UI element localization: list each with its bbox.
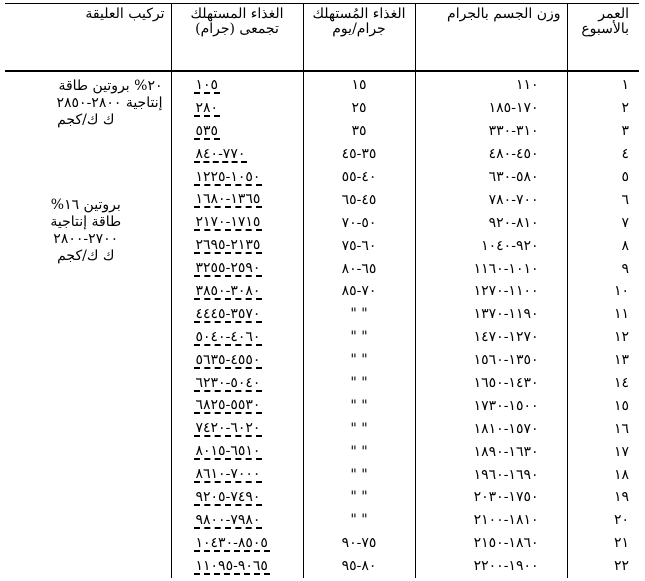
grower-line-1: بروتين ١٦% <box>50 197 121 213</box>
cumulative-value: ٦٥١٠-٨٠١٥ <box>195 443 261 460</box>
cumulative-feed-cell <box>171 372 303 395</box>
weight-cell: ١٩٠٠-٢٢٠٠ <box>415 555 567 578</box>
cumulative-value: ٧٠٠٠-٨٦١٠ <box>195 466 261 483</box>
cumulative-feed-cell <box>171 394 303 417</box>
cumulative-feed-cell <box>171 417 303 440</box>
age-cell: ١٩ <box>567 486 639 509</box>
age-cell: ١٢ <box>567 326 639 349</box>
cumulative-value: ٣٠٨٠-٣٨٥٠ <box>195 282 261 299</box>
age-cell: ١٨ <box>567 463 639 486</box>
cumulative-feed-cell <box>171 303 303 326</box>
age-cell: ٩ <box>567 257 639 280</box>
age-cell: ١١ <box>567 303 639 326</box>
cumulative-feed-cell <box>171 326 303 349</box>
header-age: العمر بالأسبوع <box>567 3 639 71</box>
cumulative-feed-cell <box>171 120 303 143</box>
cumulative-feed-cell <box>171 74 303 97</box>
cumulative-feed-cell <box>171 257 303 280</box>
daily-feed-cell: ٣٥ <box>303 120 415 143</box>
cumulative-feed-cell <box>171 97 303 120</box>
cumulative-value: ٧٩٨٠-٩٨٠٠ <box>195 511 261 528</box>
starter-line-1: ٢٠% بروتين طاقة <box>58 78 163 94</box>
grower-line-4: ك ك/كجم <box>57 248 115 264</box>
age-cell: ٨ <box>567 234 639 257</box>
grower-line-3: ٢٧٠٠-٢٨٠٠ <box>53 231 119 247</box>
weight-cell: ١٥٧٠-١٨١٠ <box>415 417 567 440</box>
daily-feed-cell: " " <box>303 486 415 509</box>
weight-cell: ١٨١٠-٢١٠٠ <box>415 509 567 532</box>
age-cell: ٣ <box>567 120 639 143</box>
daily-feed-cell: ٧٥-٩٠ <box>303 532 415 555</box>
weight-cell: ٤٥٠-٤٨٠ <box>415 143 567 166</box>
weight-cell: ١٧٥٠-٢٠٣٠ <box>415 486 567 509</box>
weight-cell: ١٦٣٠-١٨٩٠ <box>415 440 567 463</box>
age-cell: ١٦ <box>567 417 639 440</box>
grower-diet-composition <box>9 197 163 265</box>
age-cell: ١٠ <box>567 280 639 303</box>
daily-feed-cell: " " <box>303 394 415 417</box>
weight-cell: ١٨٦٠-٢١٥٠ <box>415 532 567 555</box>
composition-cell <box>5 74 171 578</box>
weight-cell: ٩٢٠-١٠٤٠ <box>415 234 567 257</box>
header-daily-feed: الغذاء المُستهلك جرام/يوم <box>303 3 415 71</box>
daily-feed-cell: ٢٥ <box>303 97 415 120</box>
daily-feed-cell: ٦٥-٨٠ <box>303 257 415 280</box>
starter-diet-composition <box>9 78 163 129</box>
daily-feed-cell: " " <box>303 349 415 372</box>
daily-feed-cell: ٧٠-٨٥ <box>303 280 415 303</box>
daily-feed-cell: ٤٠-٥٥ <box>303 166 415 189</box>
daily-feed-cell: ١٥ <box>303 74 415 97</box>
daily-feed-cell: " " <box>303 372 415 395</box>
cumulative-feed-cell <box>171 143 303 166</box>
cumulative-feed-cell <box>171 234 303 257</box>
age-cell: ١٧ <box>567 440 639 463</box>
cumulative-value: ٢٨٠ <box>195 99 219 116</box>
cumulative-feed-cell <box>171 440 303 463</box>
age-cell: ١٥ <box>567 394 639 417</box>
daily-feed-cell: " " <box>303 463 415 486</box>
cumulative-value: ٨٥٠٥-١٠٤٣٠ <box>195 534 268 551</box>
weight-cell: ٣١٠-٣٣٠ <box>415 120 567 143</box>
cumulative-feed-cell <box>171 166 303 189</box>
age-cell: ٧ <box>567 211 639 234</box>
cumulative-value: ٥٠٤٠-٦٢٣٠ <box>195 374 261 391</box>
grower-line-2: طاقة إنتاجية <box>50 214 122 230</box>
daily-feed-cell: ٦٠-٧٥ <box>303 234 415 257</box>
cumulative-value: ١٠٥٠-١٢٢٥ <box>195 168 261 185</box>
daily-feed-cell: " " <box>303 440 415 463</box>
age-cell: ١٤ <box>567 372 639 395</box>
daily-feed-cell: ٥٠-٧٠ <box>303 211 415 234</box>
cumulative-value: ٢٥٩٠-٣٢٥٥ <box>195 260 261 277</box>
cumulative-value: ١٧١٥-٢١٧٠ <box>195 214 261 231</box>
daily-feed-cell: ٣٥-٤٥ <box>303 143 415 166</box>
starter-line-2: إنتاجية ٢٨٠٠-٢٨٥٠ <box>56 95 163 111</box>
cumulative-value: ١٣٦٥-١٦٨٠ <box>195 191 261 208</box>
weight-cell: ٥٨٠-٦٣٠ <box>415 166 567 189</box>
age-cell: ٢٠ <box>567 509 639 532</box>
cumulative-value: ١٠٥ <box>195 76 219 93</box>
weight-cell: ١٠١٠-١١٦٠ <box>415 257 567 280</box>
weight-cell: ١٦٩٠-١٩٦٠ <box>415 463 567 486</box>
cumulative-value: ٧٤٩٠-٩٢٠٥ <box>195 488 261 505</box>
feed-consumption-table <box>5 3 639 578</box>
header-row <box>5 3 639 71</box>
cumulative-feed-cell <box>171 555 303 578</box>
weight-cell: ٧٠٠-٧٨٠ <box>415 188 567 211</box>
cumulative-value: ٧٧٠-٨٤٠ <box>195 145 246 162</box>
cumulative-value: ٦٠٢٠-٧٤٢٠ <box>195 420 261 437</box>
cumulative-value: ٤٥٥٠-٥٦٣٥ <box>195 351 261 368</box>
header-composition: تركيب العليقة <box>5 3 171 71</box>
header-weight: وزن الجسم بالجرام <box>415 3 567 71</box>
weight-cell: ١١٠ <box>415 74 567 97</box>
header-cumulative-feed: الغذاء المستهلك تجمعى (جرام) <box>171 3 303 71</box>
daily-feed-cell: " " <box>303 326 415 349</box>
age-cell: ١٣ <box>567 349 639 372</box>
age-cell: ٢٢ <box>567 555 639 578</box>
starter-line-3: ك ك/كجم <box>57 112 115 128</box>
weight-cell: ١٤٣٠-١٦٥٠ <box>415 372 567 395</box>
weight-cell: ١٧٠-١٨٥ <box>415 97 567 120</box>
cumulative-feed-cell <box>171 349 303 372</box>
cumulative-feed-cell <box>171 509 303 532</box>
table-row <box>5 74 639 97</box>
cumulative-value: ٩٠٦٥-١١٠٩٥ <box>195 557 268 574</box>
cumulative-feed-cell <box>171 211 303 234</box>
age-cell: ١ <box>567 74 639 97</box>
weight-cell: ١١٩٠-١٣٧٠ <box>415 303 567 326</box>
cumulative-value: ٥٥٣٠-٦٨٢٥ <box>195 397 261 414</box>
weight-cell: ١٢٧٠-١٤٧٠ <box>415 326 567 349</box>
cumulative-value: ٥٣٥ <box>195 122 219 139</box>
cumulative-feed-cell <box>171 532 303 555</box>
weight-cell: ١٣٥٠-١٥٦٠ <box>415 349 567 372</box>
daily-feed-cell: ٤٥-٦٥ <box>303 188 415 211</box>
age-cell: ٥ <box>567 166 639 189</box>
age-cell: ٤ <box>567 143 639 166</box>
daily-feed-cell: " " <box>303 509 415 532</box>
weight-cell: ١٥٠٠-١٧٣٠ <box>415 394 567 417</box>
age-cell: ٢١ <box>567 532 639 555</box>
cumulative-feed-cell <box>171 463 303 486</box>
daily-feed-cell: ٨٠-٩٥ <box>303 555 415 578</box>
cumulative-value: ٢١٣٥-٢٦٩٥ <box>195 237 261 254</box>
weight-cell: ١١٠٠-١٢٧٠ <box>415 280 567 303</box>
cumulative-value: ٣٥٧٠-٤٤٤٥ <box>195 305 261 322</box>
cumulative-feed-cell <box>171 188 303 211</box>
weight-cell: ٨١٠-٩٢٠ <box>415 211 567 234</box>
age-cell: ٦ <box>567 188 639 211</box>
age-cell: ٢ <box>567 97 639 120</box>
cumulative-feed-cell <box>171 280 303 303</box>
cumulative-value: ٤٠٦٠-٥٠٤٠ <box>195 328 261 345</box>
daily-feed-cell: " " <box>303 417 415 440</box>
cumulative-feed-cell <box>171 486 303 509</box>
daily-feed-cell: " " <box>303 303 415 326</box>
